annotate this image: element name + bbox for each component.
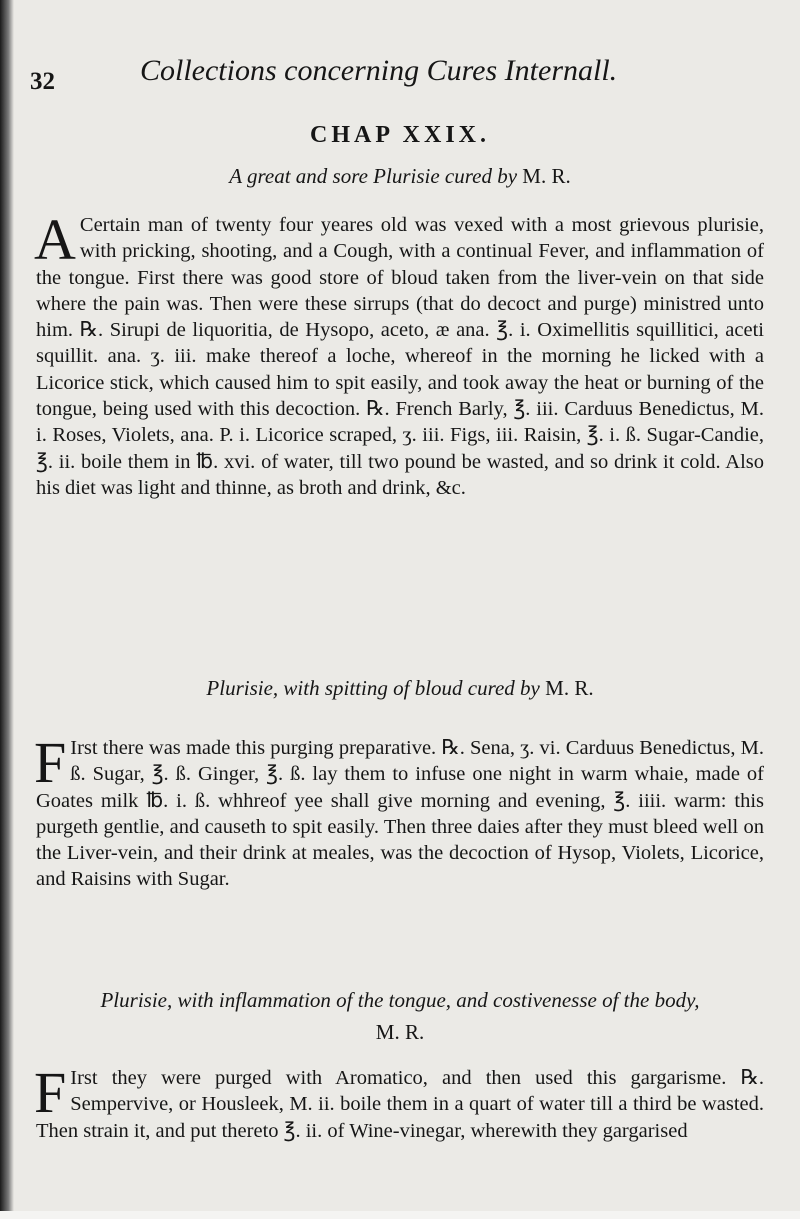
drop-cap: A bbox=[34, 207, 76, 272]
section-paragraph-2 bbox=[34, 730, 764, 893]
section-paragraph-3 bbox=[34, 1060, 764, 1144]
section-title-italic: Plurisie, with inflammation of the tongue, and costivenesse of the body, bbox=[100, 988, 700, 1012]
section-title-3 bbox=[100, 984, 700, 1048]
paragraph-text: Irst they were purged with Aromatico, and then used this gargarisme. ℞. Sempervive, or Housleek, M. ii. boile them in a quart of water till a third be wasted. Then strain it, and put thereto ℥. ii. of Wine-vinegar, wherewith they gargarised bbox=[36, 1067, 764, 1142]
section-title-italic: Plurisie, with spitting of bloud cured by bbox=[206, 676, 540, 700]
section-title-2 bbox=[40, 672, 760, 704]
section-title-author: M. R. bbox=[375, 1020, 425, 1044]
page-header bbox=[30, 50, 760, 100]
section-paragraph-1 bbox=[34, 207, 764, 501]
section-title-1 bbox=[40, 160, 760, 192]
drop-cap: F bbox=[34, 730, 67, 795]
chapter-title: CHAP XXIX. bbox=[309, 122, 490, 148]
section-title-author: M. R. bbox=[545, 676, 594, 700]
section-title-italic: A great and sore Plurisie cured by bbox=[229, 164, 518, 188]
paragraph-text: Irst there was made this purging preparative. ℞. Sena, ʒ. vi. Carduus Benedictus, M. ß. Sugar, ℥. ß. Ginger, ℥. ß. lay them to infuse one night in warm whaie, made of Goates milk ℔. i. ß. whhreof yee shall give morning and evening, ℥. iiii. warm: this purgeth gentlie, and causeth to spit easily. Then three daies after they must bleed well on the Liver-vein, and their drink at meales, was the decoction of Hysop, Violets, Licorice, and Raisins with Sugar. bbox=[36, 737, 764, 891]
paragraph-text: Certain man of twenty four yeares old was vexed with a most grievous plurisie, with pricking, shooting, and a Cough, with a continual Fever, and inflammation of the tongue. First there was good store of bloud taken from the liver-vein on that side where the pain was. Then were these sirrups (that do decoct and purge) ministred unto him. ℞. Sirupi de liquoritia, de Hysopo, aceto, æ ana. ℥. i. Oximellitis squillitici, aceti squillit. ana. ʒ. iii. make thereof a loche, whereof in the morning he licked with a Licorice stick, which caused him to spit easily, and took away the heat or burning of the tongue, being used with this decoction. ℞. French Barly, ℥. iii. Carduus Benedictus, M. i. Roses, Violets, ana. P. i. Licorice scraped, ʒ. iii. Figs, iii. Raisin, ℥. i. ß. Sugar-Candie, ℥. ii. boile them in ℔. xvi. of water, till two pound be wasted, and so drink it cold. Also his diet was light and thinne, as broth and drink, &c. bbox=[36, 214, 764, 499]
page-number: 32 bbox=[30, 68, 55, 95]
drop-cap: F bbox=[34, 1060, 67, 1125]
running-head: Collections concerning Cures Internall. bbox=[140, 54, 618, 87]
section-title-author: M. R. bbox=[522, 164, 571, 188]
